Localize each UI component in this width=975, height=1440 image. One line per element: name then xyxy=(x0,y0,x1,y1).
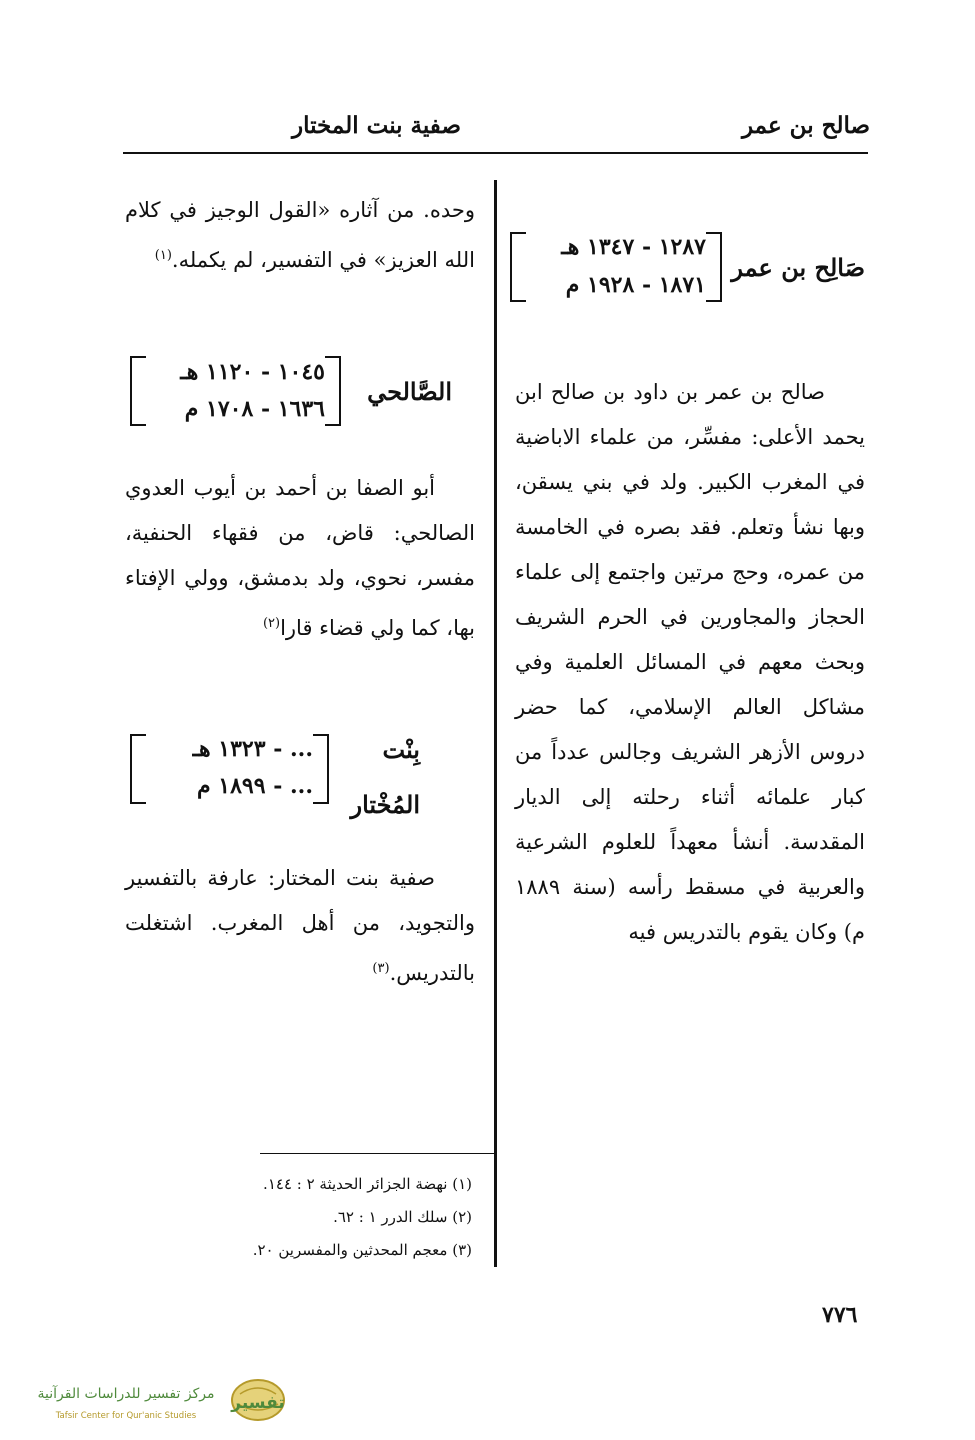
continuation-text: وحده. من آثاره «القول الوجيز في كلام الله العزيز» في التفسير، لم يكمله. xyxy=(125,198,475,272)
entry-name-bint: بِنْت xyxy=(382,735,420,764)
footnote-3: (٣) معجم المحدثين والمفسرين ٢٠. xyxy=(252,1241,472,1259)
bracket-right xyxy=(706,232,722,302)
footnote-ref-2: (٢) xyxy=(262,616,281,631)
footnotes xyxy=(152,1168,472,1267)
footnote-ref-3: (٣) xyxy=(372,961,390,976)
bracket-right xyxy=(313,734,329,804)
bracket-left xyxy=(130,356,146,426)
entry3-text: صفية بنت المختار: عارفة بالتفسير والتجويد، من أهل المغرب. اشتغلت بالتدريس. xyxy=(125,866,475,985)
entry-dates-ad: ... - ١٨٩٩ م xyxy=(197,773,313,799)
column-divider xyxy=(494,180,497,1267)
entry-dates-hijri: ١٢٨٧ - ١٣٤٧ هـ xyxy=(561,234,706,260)
entry-dates-ad: ١٦٣٦ - ١٧٠٨ م xyxy=(184,396,325,422)
header-rule xyxy=(123,152,868,154)
footnote-ref-1: (١) xyxy=(154,248,172,263)
tafsir-center-logo xyxy=(18,1372,293,1428)
entry-continuation xyxy=(125,188,475,283)
footnote-2: (٢) سلك الدرر ١ : ٦٢. xyxy=(333,1208,472,1226)
entry-body-safiya xyxy=(125,856,475,996)
logo-english-name: Tafsir Center for Qur'anic Studies xyxy=(55,1411,197,1421)
entry-body-salihi xyxy=(125,466,475,651)
entry-dates-ad: ١٨٧١ - ١٩٢٨ م xyxy=(565,272,706,298)
entry-dates-hijri: ١٠٤٥ - ١١٢٠ هـ xyxy=(180,359,325,385)
entry-dates-hijri: ... - ١٣٢٣ هـ xyxy=(192,736,313,762)
running-header-right: صالح بن عمر xyxy=(741,112,870,139)
logo-arabic-name: مركز تفسير للدراسات القرآنية xyxy=(37,1386,215,1402)
footnote-1: (١) نهضة الجزائر الحديثة ٢ : ١٤٤. xyxy=(263,1175,472,1193)
footnote-rule xyxy=(260,1153,496,1154)
entry2-text: أبو الصفا بن أحمد بن أيوب العدوي الصالحي: قاض، من فقهاء الحنفية، مفسر، نحوي، ولد بدمشق، وولي الإفتاء بها، كما ولي قضاء قارا xyxy=(125,476,475,640)
bracket-left xyxy=(130,734,146,804)
page-number: ٧٧٦ xyxy=(822,1302,858,1328)
entry-name-saleh: صَالِح بن عمر xyxy=(731,253,865,282)
bracket-right xyxy=(325,356,341,426)
running-header-left: صفية بنت المختار xyxy=(292,112,461,139)
entry-name-mukhtar: المُخْتار xyxy=(350,790,420,819)
bracket-left xyxy=(510,232,526,302)
logo-word: تفسير xyxy=(231,1393,285,1413)
entry-name-salihi: الصَّالحي xyxy=(367,377,452,406)
entry-body-saleh: صالح بن عمر بن داود بن صالح ابن يحمد الأعلى: مفسِّر، من علماء الاباضية في المغرب الكبير. ولد في بني يسقن، وبها نشأ وتعلم. فقد بصره في الخامسة من عمره، وحج مرتين واجتمع إلى علماء الحجاز والمجاورين في الحرم الشريف وبحث معهم في المسائل العلمية وفي مشاكل العالم الإسلامي، كما حضر دروس الأزهر الشريف وجالس عدداً من كبار علمائه أثناء رحلته إلى الديار المقدسة. أنشأ معهداً للعلوم الشرعية والعربية في مسقط رأسه (سنة ١٨٨٩ م) وكان يقوم بالتدريس فيه xyxy=(515,380,865,944)
